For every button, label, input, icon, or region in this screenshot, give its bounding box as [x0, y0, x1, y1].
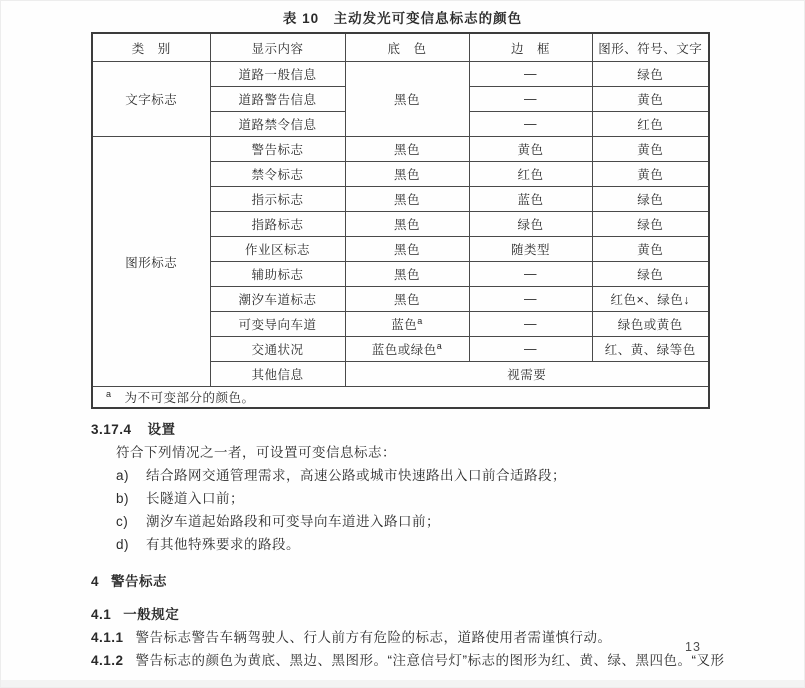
list-item-text: 有其他特殊要求的路段。	[146, 537, 300, 552]
paragraph-text: 警告标志的颜色为黄底、黑边、黑图形。“注意信号灯”标志的图形为红、黄、绿、黑四色。“叉形	[135, 653, 725, 668]
list-item-b	[91, 487, 743, 510]
content-cell: 潮汐车道标志	[210, 287, 345, 312]
content-cell: 指示标志	[210, 187, 345, 212]
bg-color-cell: 黑色	[345, 162, 469, 187]
border-cell: —	[469, 112, 592, 137]
graphic-cell: 红色×、绿色↓	[592, 287, 709, 312]
clause-number: 4.1.2	[91, 653, 124, 668]
border-cell: —	[469, 87, 592, 112]
bg-color-cell: 黑色	[345, 187, 469, 212]
page-edge-shadow	[1, 680, 804, 687]
table-footnote-row	[92, 387, 709, 409]
bg-color-cell: 黑色	[345, 287, 469, 312]
border-cell: 红色	[469, 162, 592, 187]
clause-number: 4.1	[91, 607, 112, 622]
graphic-cell: 绿色或黄色	[592, 312, 709, 337]
border-cell: —	[469, 62, 592, 87]
bg-color-cell: 蓝色$^a$	[345, 312, 469, 337]
merged-value-cell: 视需要	[345, 362, 709, 387]
list-item-label: c)	[116, 514, 129, 529]
border-cell: —	[469, 312, 592, 337]
section-heading-4-1	[91, 603, 743, 626]
page-number: 13	[685, 640, 701, 654]
signs-color-table	[91, 32, 710, 409]
border-cell: —	[469, 287, 592, 312]
bg-color-cell: 黑色	[345, 62, 469, 137]
paragraph-text: 警告标志警告车辆驾驶人、行人前方有危险的标志，道路使用者需谨慎行动。	[135, 630, 612, 645]
graphic-cell: 黄色	[592, 237, 709, 262]
column-header-content: 显示内容	[210, 33, 345, 62]
content-cell: 辅助标志	[210, 262, 345, 287]
border-cell: —	[469, 262, 592, 287]
bg-color-cell: 黑色	[345, 262, 469, 287]
body-text	[91, 418, 743, 672]
graphic-cell: 黄色	[592, 162, 709, 187]
clause-title: 警告标志	[111, 574, 168, 589]
bg-color-cell: 蓝色或绿色$^a$	[345, 337, 469, 362]
paragraph-intro: 符合下列情况之一者，可设置可变信息标志：	[116, 445, 396, 460]
footnote-text: 为不可变部分的颜色。	[124, 391, 255, 405]
category-cell: 文字标志	[92, 62, 210, 137]
table-row	[92, 137, 709, 162]
paragraph-4-1-1	[91, 626, 743, 649]
content-cell: 禁令标志	[210, 162, 345, 187]
list-item-text: 结合路网交通管理需求，高速公路或城市快速路出入口前合适路段；	[146, 468, 566, 483]
clause-number: 3.17.4	[91, 422, 132, 437]
list-item-label: d)	[116, 537, 130, 552]
content-cell: 作业区标志	[210, 237, 345, 262]
bg-color-cell: 黑色	[345, 237, 469, 262]
column-header-border: 边 框	[469, 33, 592, 62]
list-item-c	[91, 510, 743, 533]
section-heading-4	[91, 570, 743, 593]
list-item-text: 潮汐车道起始路段和可变导向车道进入路口前；	[146, 514, 440, 529]
content-cell: 道路禁令信息	[210, 112, 345, 137]
category-cell: 图形标志	[92, 137, 210, 387]
content-cell: 可变导向车道	[210, 312, 345, 337]
graphic-cell: 黄色	[592, 87, 709, 112]
bg-color-cell: 黑色	[345, 212, 469, 237]
border-cell: —	[469, 337, 592, 362]
graphic-cell: 绿色	[592, 62, 709, 87]
list-item-text: 长隧道入口前；	[146, 491, 244, 506]
clause-title: 设置	[147, 422, 176, 437]
content-cell: 警告标志	[210, 137, 345, 162]
border-cell: 随类型	[469, 237, 592, 262]
list-item-a	[91, 464, 743, 487]
graphic-cell: 黄色	[592, 137, 709, 162]
border-cell: 黄色	[469, 137, 592, 162]
list-item-label: b)	[116, 491, 130, 506]
graphic-cell: 绿色	[592, 187, 709, 212]
footnote-marker: a	[106, 388, 112, 399]
footnote-ref: a	[417, 315, 423, 326]
table-title: 表 10 主动发光可变信息标志的颜色	[282, 11, 523, 26]
graphic-cell: 绿色	[592, 262, 709, 287]
content-cell: 道路一般信息	[210, 62, 345, 87]
content-cell: 道路警告信息	[210, 87, 345, 112]
bg-color-cell: 黑色	[345, 137, 469, 162]
list-item-d	[91, 533, 743, 556]
border-cell: 绿色	[469, 212, 592, 237]
footnote-ref: a	[436, 340, 443, 351]
clause-number: 4	[91, 574, 100, 589]
clause-number: 4.1.1	[91, 630, 124, 645]
graphic-cell: 红色	[592, 112, 709, 137]
content-cell: 其他信息	[210, 362, 345, 387]
content-cell: 指路标志	[210, 212, 345, 237]
border-cell: 蓝色	[469, 187, 592, 212]
column-header-background: 底 色	[345, 33, 469, 62]
graphic-cell: 绿色	[592, 212, 709, 237]
graphic-cell: 红、黄、绿等色	[592, 337, 709, 362]
table-row	[92, 62, 709, 87]
column-header-graphic: 图形、符号、文字	[592, 33, 709, 62]
list-item-label: a)	[116, 468, 130, 483]
paragraph-4-1-2	[91, 649, 743, 672]
table-header-row	[92, 33, 709, 62]
section-heading-3-17-4	[91, 418, 743, 441]
column-header-category: 类 别	[92, 33, 210, 62]
clause-title: 一般规定	[123, 607, 180, 622]
content-cell: 交通状况	[210, 337, 345, 362]
table-footnote	[92, 387, 709, 409]
